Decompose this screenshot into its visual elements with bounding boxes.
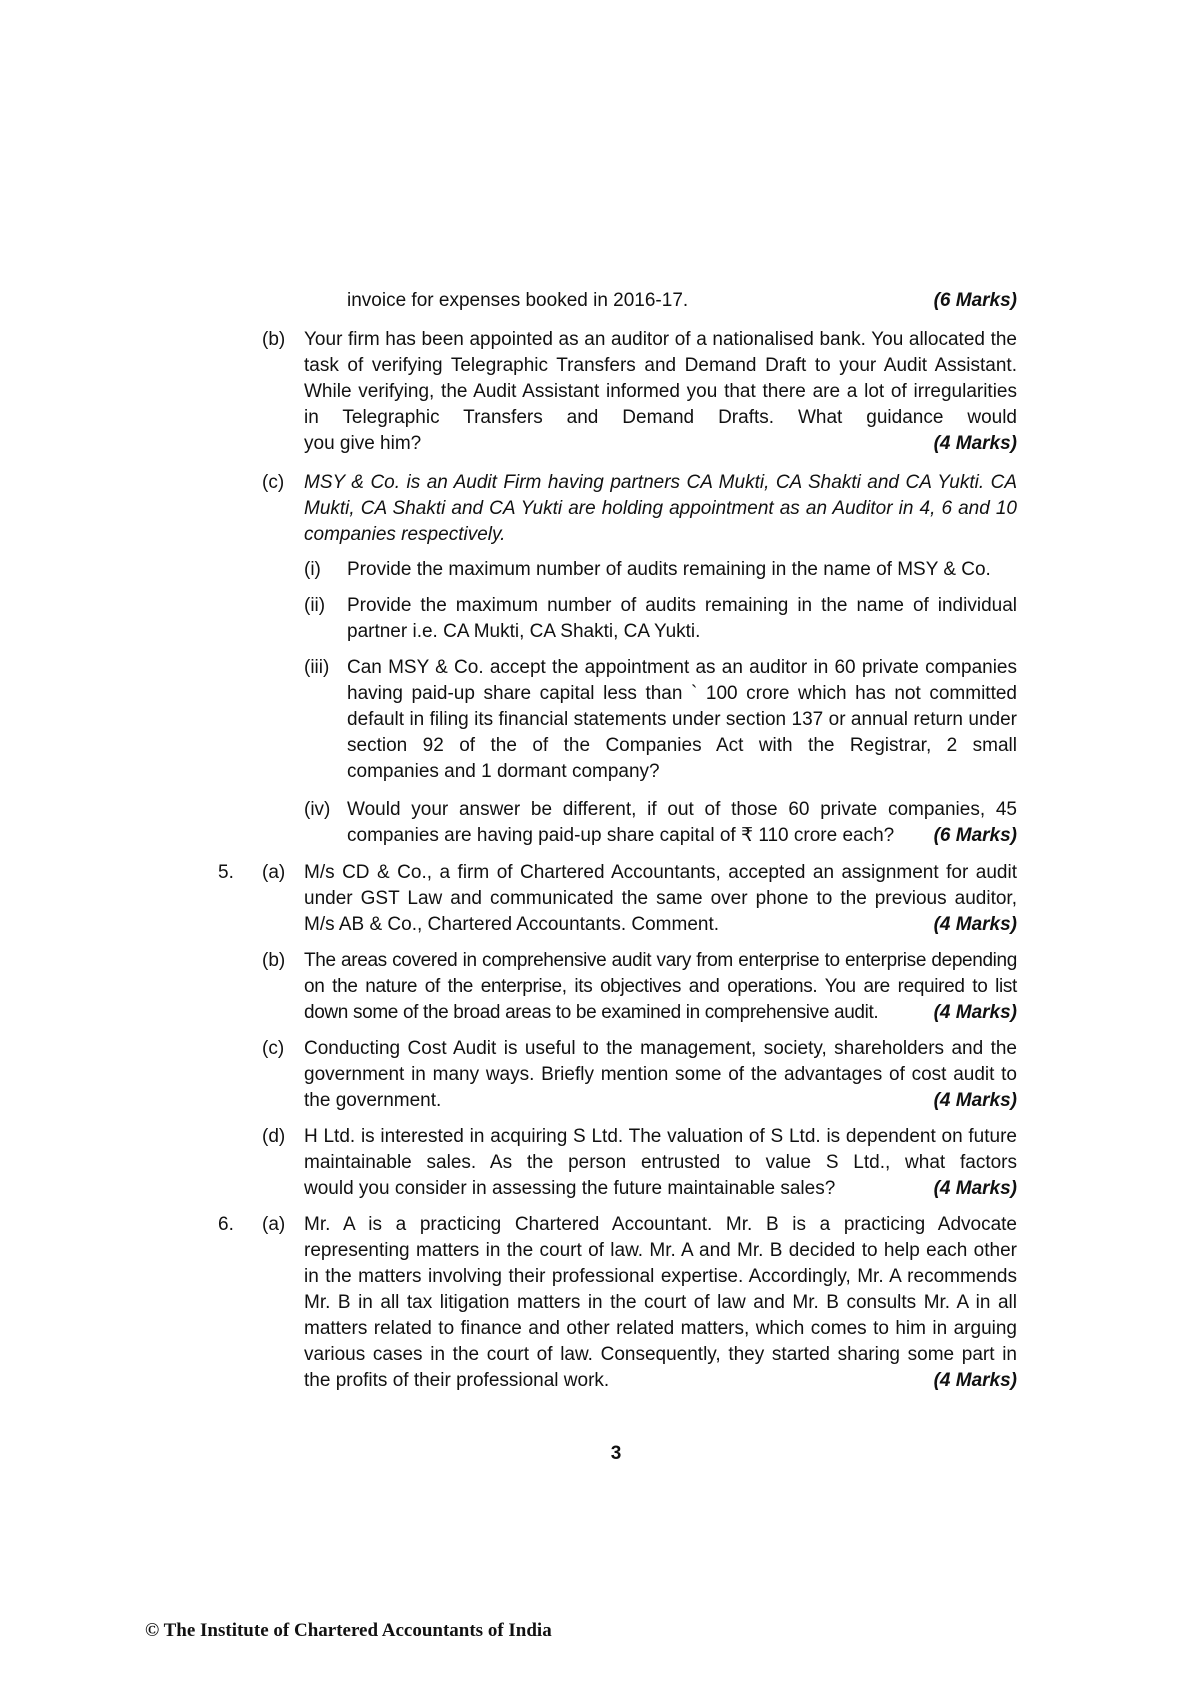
q5c-last: the government.: [304, 1090, 442, 1111]
q4b-text: Your firm has been appointed as an auditor of a nationalised bank. You allocated the task of verifying Telegraphic Transfers and Demand Draft to your Audit Assistant. While verifying, the Audit Assistant informed you that there are a lot of irregularities in Telegraphic Transfers and Demand Drafts. What guidance would: [304, 329, 1017, 428]
q4b-last-text: you give him?: [304, 433, 422, 454]
page-number: 3: [610, 1443, 622, 1464]
q4b-marks: (4 Marks): [933, 433, 1017, 454]
q4c-iii-last: companies and 1 dormant company?: [347, 761, 660, 782]
q6a-label: (a): [262, 1214, 286, 1235]
q4c-text: MSY & Co. is an Audit Firm having partners CA Mukti, CA Shakti and CA Yukti. CA Mukti, CA Shakti and CA Yukti are holding appointment as an Auditor in 4, 6 and 10: [304, 472, 1017, 519]
q5c-marks: (4 Marks): [933, 1090, 1017, 1111]
q5b-marks: (4 Marks): [933, 1002, 1017, 1023]
q5c-text: Conducting Cost Audit is useful to the management, society, shareholders and the government in many ways. Briefly mention some of the advantages of cost audit to: [304, 1038, 1017, 1085]
q6a-marks: (4 Marks): [933, 1370, 1017, 1391]
q4c-iv-label: (iv): [304, 799, 331, 820]
q6a-last-line: [304, 1368, 1017, 1394]
footer-copyright: © The Institute of Chartered Accountants of India: [145, 1620, 552, 1641]
q6-number: 6.: [218, 1214, 234, 1235]
q4c-ii-last: partner i.e. CA Mukti, CA Shakti, CA Yukti.: [347, 621, 701, 642]
q4b-label: (b): [262, 329, 286, 350]
q5d-last: would you consider in assessing the future maintainable sales?: [304, 1178, 836, 1199]
q4c-iii-text: Can MSY & Co. accept the appointment as an auditor in 60 private companies having paid-up share capital less than ` 100 crore which has not committed default in filing its financial statements under section 137 or annual return under section 92 of the of the Companies Act with the Registrar, 2 small: [347, 657, 1017, 756]
q5d-text: H Ltd. is interested in acquiring S Ltd. The valuation of S Ltd. is dependent on future maintainable sales. As the person entrusted to value S Ltd., what factors: [304, 1126, 1017, 1173]
q4c-i-text: Provide the maximum number of audits remaining in the name of MSY & Co.: [347, 559, 991, 580]
q5d-label: (d): [262, 1126, 286, 1147]
q4c-iii-label: (iii): [304, 657, 330, 678]
q4c-ii-text: Provide the maximum number of audits remaining in the name of individual: [347, 595, 1017, 616]
q5-number: 5.: [218, 862, 234, 883]
q4c-i-label: (i): [304, 559, 321, 580]
q6a-text: Mr. A is a practicing Chartered Accountant. Mr. B is a practicing Advocate representing matters in the court of law. Mr. A and Mr. B decided to help each other in the matters involving their professional expertise. Accordingly, Mr. A recommends Mr. B in all tax litigation matters in the court of law and Mr. B consults Mr. A in all matters related to finance and other related matters, which comes to him in arguing various cases in the court of law. Consequently, they started sharing some part in: [304, 1214, 1017, 1365]
q4a-tail-text: invoice for expenses booked in 2016-17.: [347, 290, 689, 311]
q4c-marks: (6 Marks): [933, 825, 1017, 846]
q5a-text: M/s CD & Co., a firm of Chartered Accountants, accepted an assignment for audit under GST Law and communicated the same over phone to the previous auditor,: [304, 862, 1017, 909]
q4c-iv-text: Would your answer be different, if out of those 60 private companies, 45: [347, 799, 1017, 820]
q5b-label: (b): [262, 950, 286, 971]
q4c-iv-last-line: [347, 823, 1017, 849]
q4a-tail: [347, 288, 1017, 314]
q4c-ii-label: (ii): [304, 595, 326, 616]
q5b-last: down some of the broad areas to be examined in comprehensive audit.: [304, 1002, 879, 1023]
q5d-marks: (4 Marks): [933, 1178, 1017, 1199]
q5c-label: (c): [262, 1038, 285, 1059]
q5d-last-line: [304, 1176, 1017, 1202]
q5b-text: The areas covered in comprehensive audit vary from enterprise to enterprise depending on the nature of the enterprise, its objectives and operations. You are required to list: [304, 950, 1017, 997]
q5b-last-line: [304, 1000, 1017, 1026]
q4c-last-text: companies respectively.: [304, 524, 506, 545]
q5a-label: (a): [262, 862, 286, 883]
q4c-iv-last: companies are having paid-up share capital of ₹ 110 crore each?: [347, 825, 895, 846]
q5a-marks: (4 Marks): [933, 914, 1017, 935]
q6a-last: the profits of their professional work.: [304, 1370, 610, 1391]
q4b-last-line: [304, 431, 1017, 457]
q4c-label: (c): [262, 472, 285, 493]
q4a-marks: (6 Marks): [933, 290, 1017, 311]
q5a-last: M/s AB & Co., Chartered Accountants. Comment.: [304, 914, 720, 935]
q5c-last-line: [304, 1088, 1017, 1114]
q5a-last-line: [304, 912, 1017, 938]
